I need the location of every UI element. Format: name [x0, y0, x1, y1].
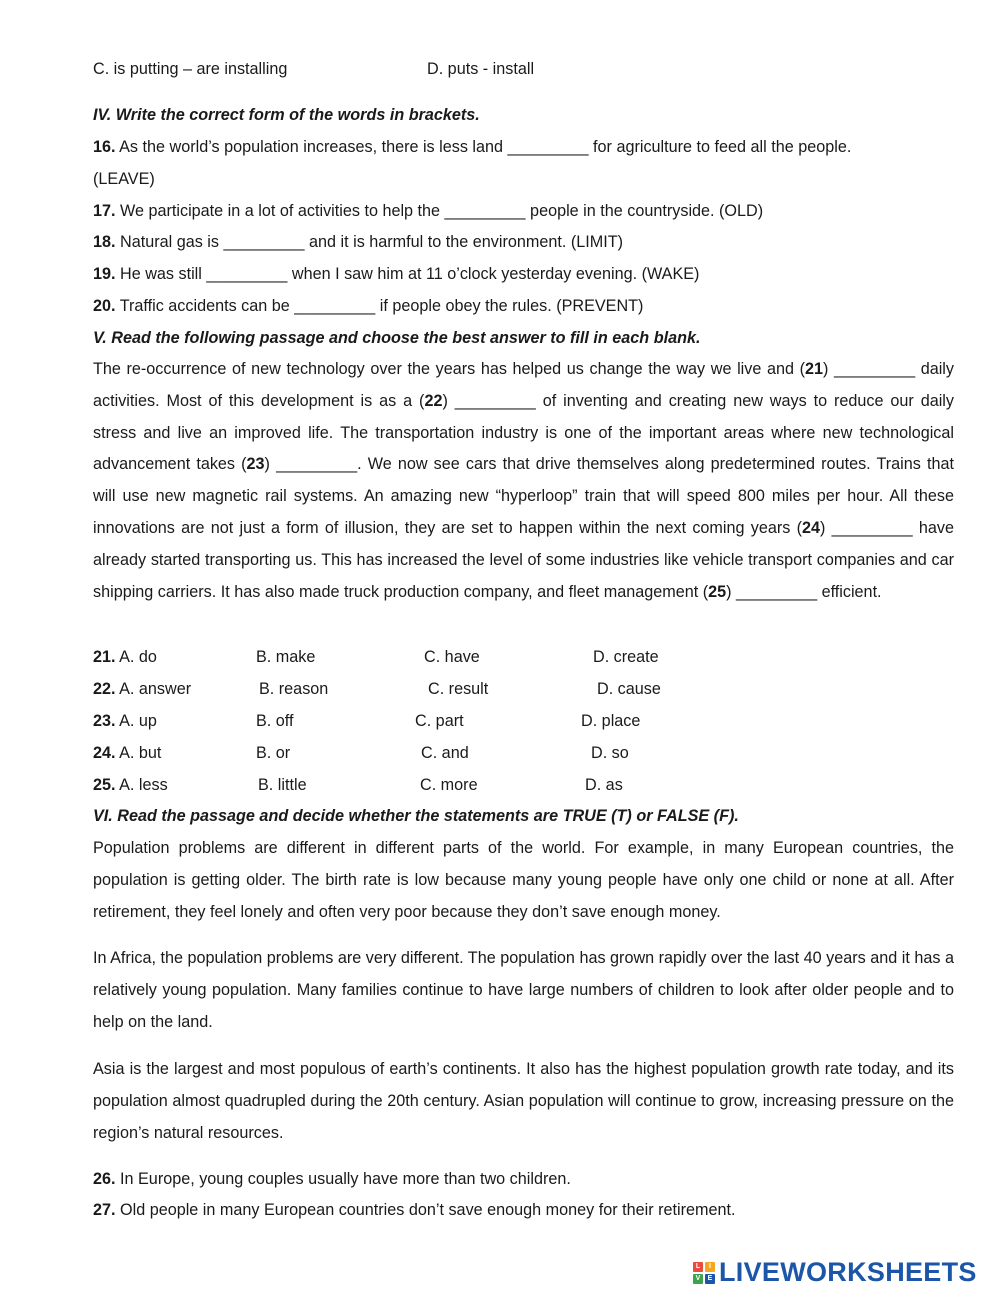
- population-paragraph-asia: Asia is the largest and most populous of earth’s continents. It also has the highest population growth rate today, and its population almost quadrupled during the 20th century. Asian population will continue to grow, increasing pressure on the region’s natural resources.: [93, 1060, 954, 1142]
- option-c: C. is putting – are installing: [93, 60, 288, 78]
- question-number: 18.: [93, 233, 116, 251]
- question-text: We participate in a lot of activities to help the _________ people in the countryside. (OLD): [120, 202, 764, 220]
- question-number: 19.: [93, 265, 116, 283]
- question-17: [93, 201, 763, 221]
- question-number: 20.: [93, 297, 116, 315]
- question-text: He was still _________ when I saw him at 11 o’clock yesterday evening. (WAKE): [120, 265, 700, 283]
- question-number: 16.: [93, 138, 116, 156]
- statement-26: 26. In Europe, young couples usually have more than two children.: [93, 1170, 571, 1188]
- blank-number-22: 22: [424, 391, 443, 410]
- question-16-hint: (LEAVE): [93, 170, 155, 188]
- question-20: [93, 296, 643, 316]
- section-v-heading: V. Read the following passage and choose the best answer to fill in each blank.: [93, 329, 701, 347]
- blank-number-21: 21: [805, 360, 824, 378]
- blank-number-23: 23: [246, 455, 265, 474]
- population-paragraph-europe: Population problems are different in different parts of the world. For example, in many European countries, the population is getting older. The birth rate is low because many young people have only one child or none at all. After retirement, they feel lonely and often very poor because they don’t save enough money.: [93, 839, 954, 921]
- technology-passage: The re-occurrence of new technology over the years has helped us change the way we live and (21) _________ daily activities. Most of this development is as a (22) _________ of inventing and creating new ways to reduce our daily stress and live an improved life. The transportation industry is one of the important areas where new technological advancement takes (23) _________. We now see cars that drive themselves along predetermined routes. Trains that will use new magnetic rail systems. An amazing new “hyperloop” train that will speed 800 miles per hour. All these innovations are not just a form of illusion, they are set to happen within the next coming years (24) _________ have already started transporting us. This has increased the level of some industries like vehicle transport companies and car shipping carriers. It has also made truck production company, and fleet management (25) _________ efficient.: [93, 360, 955, 601]
- blank-number-24: 24: [801, 518, 820, 537]
- question-text: Traffic accidents can be _________ if people obey the rules. (PREVENT): [119, 297, 644, 315]
- question-text: Natural gas is _________ and it is harmful to the environment. (LIMIT): [120, 233, 623, 251]
- population-paragraph-africa: In Africa, the population problems are very different. The population has grown rapidly over the last 40 years and it has a relatively young population. Many families continue to have large numbers of children to look after older people and to help on the land.: [93, 949, 954, 1031]
- liveworksheets-logo: [693, 1257, 977, 1288]
- option-d: D. puts - install: [427, 60, 535, 78]
- statement-27: 27. Old people in many European countries don’t save enough money for their retirement.: [93, 1201, 736, 1219]
- section-vi-heading: VI. Read the passage and decide whether the statements are TRUE (T) or FALSE (F).: [93, 807, 739, 825]
- logo-mark-icon: L I V E: [693, 1262, 715, 1284]
- question-18: [93, 232, 623, 252]
- section-iv-heading: IV. Write the correct form of the words in brackets.: [93, 106, 480, 124]
- logo-text: LIVEWORKSHEETS: [719, 1257, 977, 1287]
- question-text: As the world’s population increases, there is less land _________ for agriculture to feed all the people.: [119, 138, 852, 156]
- blank-number-25: 25: [708, 582, 727, 601]
- question-19: [93, 264, 699, 284]
- question-16: [93, 137, 851, 157]
- question-number: 17.: [93, 202, 116, 220]
